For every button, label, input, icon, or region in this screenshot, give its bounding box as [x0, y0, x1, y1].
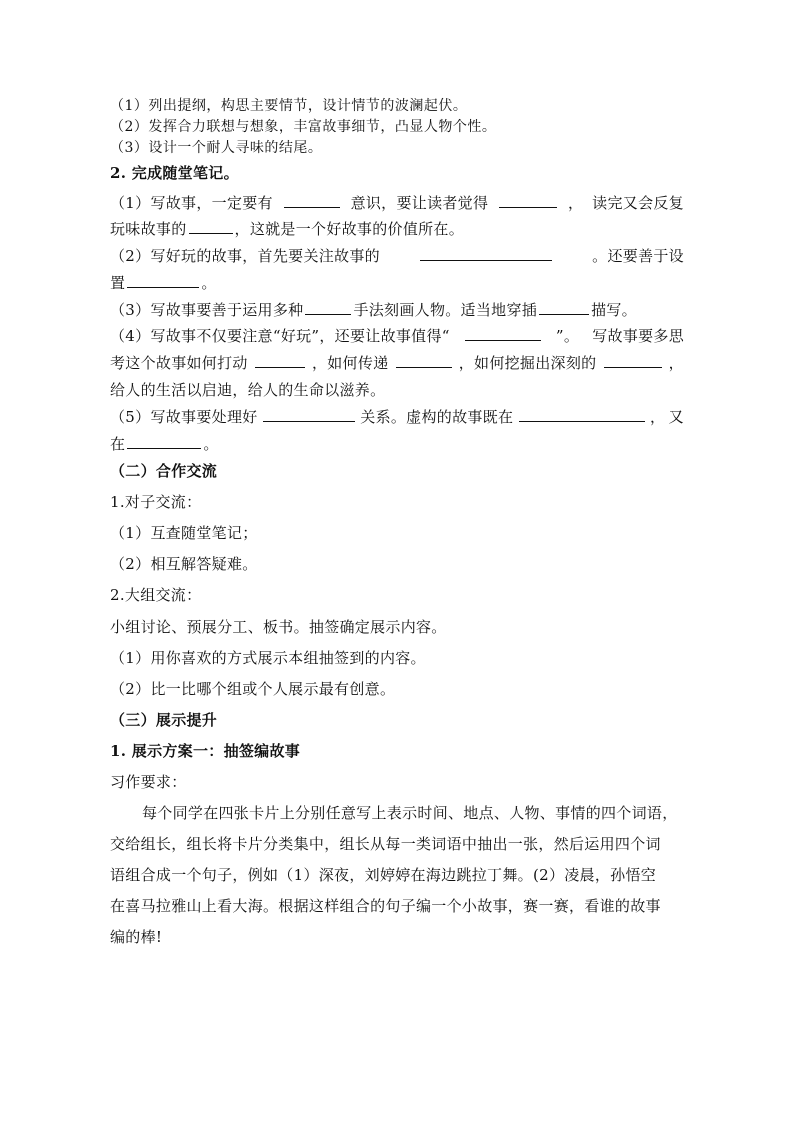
note-3-line: （3）写故事要善于运用多种 手法刻画人物。适当地穿插 描写。 — [110, 301, 637, 319]
outline-item-2: （2）发挥合力联想与想象，丰富故事细节，凸显人物个性。 — [110, 119, 497, 135]
note-5-line-1: （5）写故事要处理好 关系。虚构的故事既在 ， 又 — [110, 408, 684, 426]
fill-blank[interactable] — [127, 434, 201, 449]
fill-blank[interactable] — [305, 300, 351, 315]
section-heading-cooperation: （二）合作交流 — [110, 462, 218, 480]
fill-blank[interactable] — [396, 353, 452, 368]
writing-requirements-label: 习作要求： — [110, 773, 187, 791]
requirement-paragraph-line-1: 每个同学在四张卡片上分别任意写上表示时间、地点、人物、事情的四个词语， — [142, 804, 678, 822]
plan-one-heading: 1. 展示方案一：抽签编故事 — [110, 742, 301, 760]
note-2-line-1: （2）写好玩的故事，首先要关注故事的 。还要善于设 — [110, 247, 684, 265]
pair-exchange-item-1: （1）互查随堂笔记； — [110, 524, 258, 542]
section-heading-notes: 2. 完成随堂笔记。 — [110, 164, 239, 182]
fill-blank[interactable] — [189, 219, 233, 234]
fill-blank[interactable] — [519, 407, 645, 422]
note-4-line-3: 给人的生活以启迪，给人的生命以滋养。 — [110, 381, 386, 399]
requirement-paragraph-line-5: 编的棒! — [110, 928, 163, 946]
group-exchange-heading: 2.大组交流： — [110, 586, 202, 604]
requirement-paragraph-line-3: 语组合成一个句子，例如（1）深夜，刘婷婷在海边跳拉丁舞。(2）凌晨，孙悟空 — [110, 866, 657, 884]
fill-blank[interactable] — [255, 353, 305, 368]
note-4-line-2: 考这个故事如何打动 ，如何传递 ，如何挖掘出深刻的 ， — [110, 354, 684, 372]
outline-item-1: （1）列出提纲，构思主要情节，设计情节的波澜起伏。 — [110, 98, 468, 114]
section-heading-presentation: （三）展示提升 — [110, 711, 218, 729]
pair-exchange-item-2: （2）相互解答疑难。 — [110, 555, 258, 573]
fill-blank[interactable] — [539, 300, 589, 315]
group-exchange-item-2: （2）比一比哪个组或个人展示最有创意。 — [110, 680, 396, 698]
note-5-line-2: 在 。 — [110, 435, 219, 453]
outline-item-3: （3）设计一个耐人寻味的结尾。 — [110, 140, 323, 156]
fill-blank[interactable] — [465, 326, 541, 341]
group-exchange-item-1: （1）用你喜欢的方式展示本组抽签到的内容。 — [110, 649, 426, 667]
note-1-line-2: 玩味故事的 ，这就是一个好故事的价值所在。 — [110, 220, 465, 238]
note-1-line-1: （1）写故事，一定要有 意识，要让读者觉得 ， 读完又会反复 — [110, 194, 684, 212]
note-2-line-2: 置 。 — [110, 274, 217, 292]
requirement-paragraph-line-4: 在喜马拉雅山上看大海。根据这样组合的句子编一个小故事，赛一赛，看谁的故事 — [110, 897, 661, 915]
fill-blank[interactable] — [420, 246, 552, 261]
fill-blank[interactable] — [263, 407, 355, 422]
fill-blank[interactable] — [604, 353, 662, 368]
pair-exchange-heading: 1.对子交流： — [110, 493, 202, 511]
requirement-paragraph-line-2: 交给组长，组长将卡片分类集中，组长从每一类词语中抽出一张，然后运用四个词 — [110, 835, 661, 853]
fill-blank[interactable] — [499, 193, 557, 208]
fill-blank[interactable] — [284, 193, 340, 208]
note-4-line-1: （4）写故事不仅要注意“好玩”，还要让故事值得“ ”。 写故事要多思 — [110, 327, 684, 345]
group-exchange-text: 小组讨论、预展分工、板书。抽签确定展示内容。 — [110, 618, 447, 636]
fill-blank[interactable] — [127, 273, 199, 288]
